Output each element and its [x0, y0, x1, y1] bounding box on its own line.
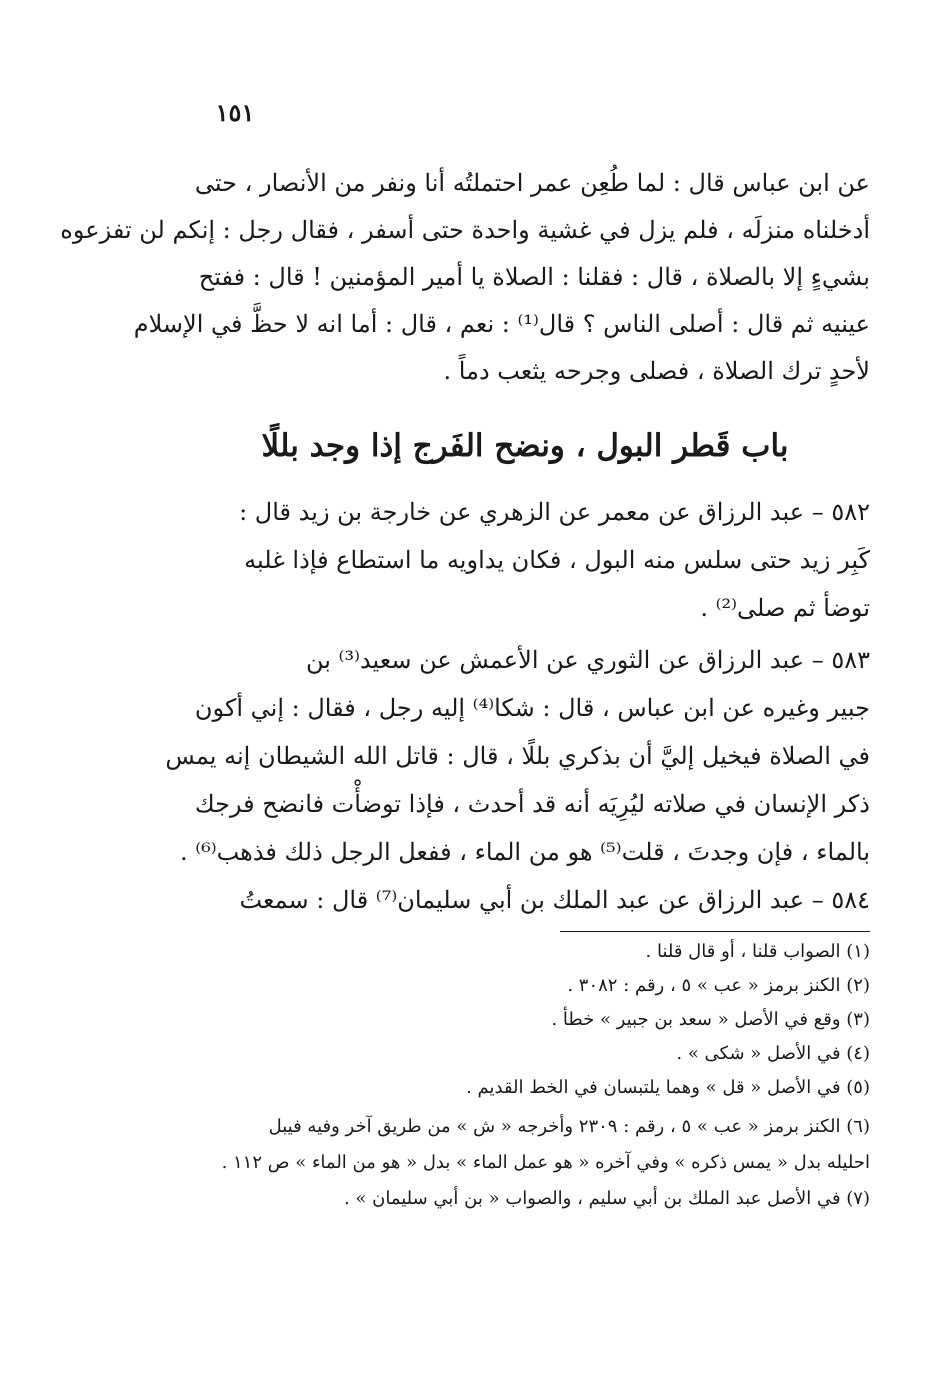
- footnote: (٤) في الأصل « شكى » .: [676, 1043, 870, 1064]
- hadith-582: [180, 492, 870, 642]
- text-line: ذكر الإنسان في صلاته ليُرِيَه أنه قد أحدث ، فإذا توضأْت فانضح فرجك: [194, 790, 870, 818]
- text-line: جبير وغيره عن ابن عباس ، قال : شكا⁽⁴⁾ إليه رجل ، فقال : إني أكون: [194, 694, 870, 722]
- text-line: كَبِر زيد حتى سلس منه البول ، فكان يداويه ما استطاع فإذا غلبه: [244, 546, 870, 574]
- hadith-584: [180, 880, 870, 925]
- text-line: ٥٨٣ – عبد الرزاق عن الثوري عن الأعمش عن سعيد⁽³⁾ بن: [305, 646, 870, 674]
- text-line: أدخلناه منزلَه ، فلم يزل في غشية واحدة حتى أسفر ، فقال رجل : إنكم لن تفزعوه: [60, 216, 870, 244]
- text-line: ٥٨٤ – عبد الرزاق عن عبد الملك بن أبي سليمان⁽⁷⁾ قال : سمعتُ: [239, 886, 870, 914]
- footnote: احليله بدل « يمس ذكره » وفي آخره « هو عمل الماء » بدل « هو من الماء » ص ١١٢ .: [221, 1152, 870, 1173]
- footnote: (١) الصواب قلنا ، أو قال قلنا .: [645, 941, 870, 962]
- page-number: ١٥١: [215, 98, 255, 127]
- text-line: بشيءٍ إلا بالصلاة ، قال : فقلنا : الصلاة يا أمير المؤمنين ! قال : ففتح: [198, 263, 870, 291]
- chapter-heading: باب قَطر البول ، ونضح الفَرج إذا وجد بللًا: [261, 428, 789, 464]
- text-line: لأحدٍ ترك الصلاة ، فصلى وجرحه يثعب دماً .: [443, 357, 870, 385]
- footnote: (٣) وقع في الأصل « سعد بن جبير » خطأ .: [551, 1009, 870, 1030]
- text-line: توضأ ثم صلى⁽²⁾ .: [700, 594, 870, 622]
- footnote: (٧) في الأصل عبد الملك بن أبي سليم ، والصواب « بن أبي سليمان » .: [343, 1188, 870, 1209]
- footnote: (٢) الكنز برمز « عب » ٥ ، رقم : ٣٠٨٢ .: [567, 975, 870, 996]
- text-line: عن ابن عباس قال : لما طُعِن عمر احتملتُه أنا ونفر من الأنصار ، حتى: [194, 169, 870, 197]
- text-line: بالماء ، فإن وجدتَ ، قلت⁽⁵⁾ هو من الماء ، ففعل الرجل ذلك فذهب⁽⁶⁾ .: [179, 838, 870, 866]
- intro-paragraph: [60, 163, 870, 398]
- text-line: في الصلاة فيخيل إليَّ أن بذكري بللًا ، قال : قاتل الله الشيطان إنه يمس: [165, 742, 870, 770]
- text-line: ٥٨٢ – عبد الرزاق عن معمر عن الزهري عن خارجة بن زيد قال :: [239, 498, 870, 526]
- text-line: عينيه ثم قال : أصلى الناس ؟ قال⁽¹⁾ : نعم ، قال : أما انه لا حظَّ في الإسلام: [133, 310, 870, 338]
- footnote: (٥) في الأصل « قل » وهما يلتبسان في الخط القديم .: [466, 1077, 870, 1098]
- footnote: (٦) الكنز برمز « عب » ٥ ، رقم : ٢٣٠٩ وأخرجه « ش » من طريق آخر وفيه فيبل: [268, 1116, 870, 1137]
- footnote-separator: [560, 931, 870, 932]
- hadith-583: [165, 640, 870, 890]
